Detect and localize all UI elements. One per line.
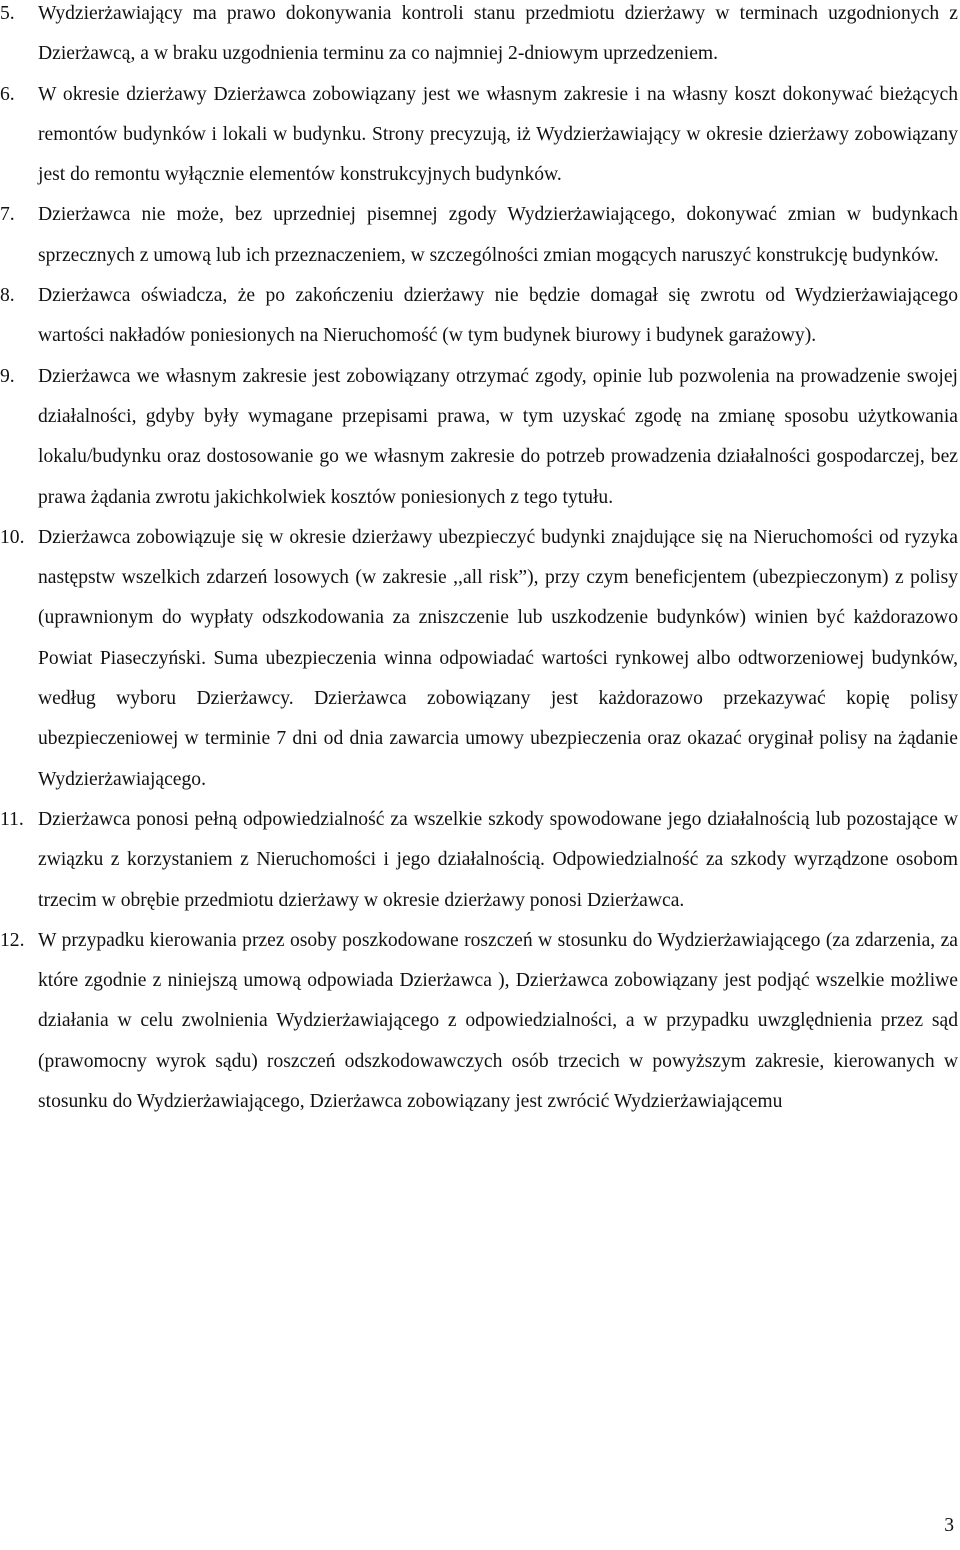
item-number: 8. — [0, 285, 15, 307]
list-item-7 — [0, 195, 960, 276]
list-item-6 — [0, 75, 960, 196]
list-item-8 — [0, 276, 960, 357]
page-number: 3 — [944, 1515, 954, 1536]
item-number: 12. — [0, 929, 25, 951]
item-number: 7. — [0, 204, 15, 226]
item-number: 6. — [0, 83, 15, 105]
item-text: Dzierżawca ponosi pełną odpowiedzialność za wszelkie szkody spowodowane jego działalnością lub pozostające w związku z korzystaniem z Nieruchomości i jego działalnością. Odpowiedzialność za szkody wyrządzone osobom trzecim w obrębie przedmiotu dzierżawy w okresie dzierżawy ponosi Dzierżawca. — [38, 808, 958, 911]
item-text: Dzierżawca nie może, bez uprzedniej pisemnej zgody Wydzierżawiającego, dokonywać zmian w budynkach sprzecznych z umową lub ich przeznaczeniem, w szczególności zmian mogących naruszyć konstrukcję budynków. — [38, 204, 958, 266]
item-number: 11. — [0, 808, 24, 830]
list-item-9 — [0, 357, 960, 518]
item-text: Dzierżawca zobowiązuje się w okresie dzierżawy ubezpieczyć budynki znajdujące się na Nieruchomości od ryzyka następstw wszelkich zdarzeń losowych (w zakresie ,,all risk”), przy czym beneficjentem (ubezpieczonym) z polisy (uprawnionym do wypłaty odszkodowania za zniszczenie lub uszkodzenie budynków) winien być każdorazowo Powiat Piaseczyński. Suma ubezpieczenia winna odpowiadać wartości rynkowej albo odtworzeniowej budynków, według wyboru Dzierżawcy. Dzierżawca zobowiązany jest każdorazowo przekazywać kopię polisy ubezpieczeniowej w terminie 7 dni od dnia zawarcia umowy ubezpieczenia oraz okazać oryginał polisy na żądanie Wydzierżawiającego. — [38, 526, 958, 790]
item-text: W okresie dzierżawy Dzierżawca zobowiązany jest we własnym zakresie i na własny koszt dokonywać bieżących remontów budynków i lokali w budynku. Strony precyzują, iż Wydzierżawiający w okresie dzierżawy zobowiązany jest do remontu wyłącznie elementów konstrukcyjnych budynków. — [38, 83, 958, 186]
list-item-12 — [0, 921, 960, 1122]
item-text: Wydzierżawiający ma prawo dokonywania kontroli stanu przedmiotu dzierżawy w terminach uzgodnionych z Dzierżawcą, a w braku uzgodnienia terminu za co najmniej 2-dniowym uprzedzeniem. — [38, 3, 958, 65]
item-text: Dzierżawca we własnym zakresie jest zobowiązany otrzymać zgody, opinie lub pozwolenia na prowadzenie swojej działalności, gdyby były wymagane przepisami prawa, w tym uzyskać zgodę na zmianę sposobu użytkowania lokalu/budynku oraz dostosowanie go we własnym zakresie do potrzeb prowadzenia działalności gospodarczej, bez prawa żądania zwrotu jakichkolwiek kosztów poniesionych z tego tytułu. — [38, 365, 958, 508]
item-number: 5. — [0, 3, 15, 24]
item-number: 9. — [0, 365, 15, 387]
item-text: W przypadku kierowania przez osoby poszkodowane roszczeń w stosunku do Wydzierżawiającego (za zdarzenia, za które zgodnie z niniejszą umową odpowiada Dzierżawca ), Dzierżawca zobowiązany jest podjąć wszelkie możliwe działania w celu zwolnienia Wydzierżawiającego z odpowiedzialności, a w przypadku uwzględnienia przez sąd (prawomocny wyrok sądu) roszczeń odszkodowawczych osób trzecich w powyższym zakresie, kierowanych w stosunku do Wydzierżawiającego, Dzierżawca zobowiązany jest zwrócić Wydzierżawiającemu — [38, 929, 958, 1113]
list-item-10 — [0, 518, 960, 800]
item-number: 10. — [0, 526, 25, 548]
list-item-11 — [0, 800, 960, 921]
item-text: Dzierżawca oświadcza, że po zakończeniu dzierżawy nie będzie domagał się zwrotu od Wydzierżawiającego wartości nakładów poniesionych na Nieruchomość (w tym budynek biurowy i budynek garażowy). — [38, 285, 958, 347]
list-item-5 — [0, 0, 960, 75]
